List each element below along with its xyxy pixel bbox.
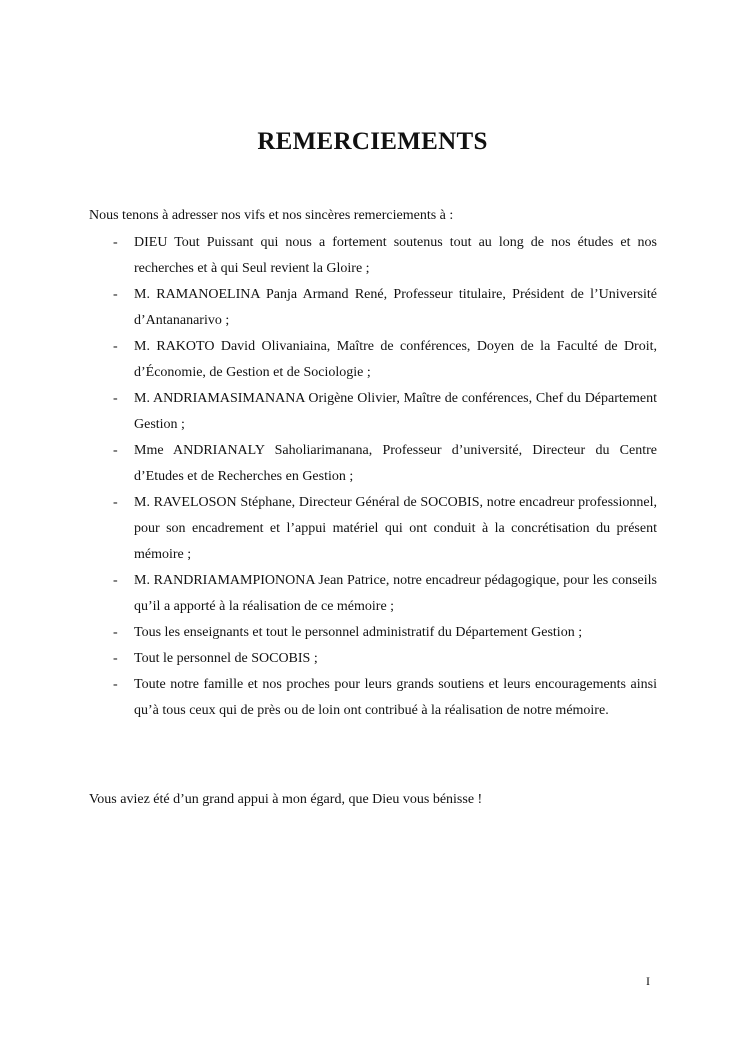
bullet-dash: - [113,391,118,406]
list-item [89,490,657,568]
list-item-text: M. RANDRIAMAMPIONONA Jean Patrice, notre encadreur pédagogique, pour les conseils qu’il a apporté à la réalisation de ce mémoire ; [134,573,657,614]
list-item [89,438,657,490]
intro-paragraph: Nous tenons à adresser nos vifs et nos sincères remerciements à : [89,208,454,223]
list-item-text: Tous les enseignants et tout le personnel administratif du Département Gestion ; [134,625,583,640]
list-item-text: M. ANDRIAMASIMANANA Origène Olivier, Maître de conférences, Chef du Département Gestion ; [134,391,657,432]
page-number: I [646,974,650,988]
list-item-text: Tout le personnel de SOCOBIS ; [134,651,318,666]
bullet-dash: - [113,235,118,250]
bullet-dash: - [113,443,118,458]
list-item-text: Toute notre famille et nos proches pour leurs grands soutiens et leurs encouragements ainsi qu’à tous ceux qui de près ou de loin ont contribué à la réalisation de notre mémoire. [134,677,657,718]
bullet-dash: - [113,573,118,588]
list-item-text: DIEU Tout Puissant qui nous a fortement soutenus tout au long de nos études et nos recherches et à qui Seul revient la Gloire ; [134,235,657,276]
bullet-dash: - [113,495,118,510]
closing-sentence: Vous aviez été d’un grand appui à mon égard, que Dieu vous bénisse ! [89,792,483,807]
list-item [89,620,657,646]
acknowledgement-list [89,230,657,724]
list-item [89,282,657,334]
list-item-text: M. RAKOTO David Olivaniaina, Maître de conférences, Doyen de la Faculté de Droit, d’Économie, de Gestion et de Sociologie ; [134,339,657,380]
bullet-dash: - [113,625,118,640]
bullet-dash: - [113,339,118,354]
list-item-text: Mme ANDRIANALY Saholiarimanana, Professeur d’université, Directeur du Centre d’Etudes et de Recherches en Gestion ; [134,443,657,484]
list-item-text: M. RAVELOSON Stéphane, Directeur Général de SOCOBIS, notre encadreur professionnel, pour son encadrement et l’appui matériel qui ont conduit à la concrétisation du présent mémoire ; [134,495,657,562]
list-item [89,672,657,724]
page-title: REMERCIEMENTS [257,128,488,155]
bullet-dash: - [113,651,118,666]
bullet-dash: - [113,677,118,692]
list-item [89,230,657,282]
bullet-dash: - [113,287,118,302]
list-item [89,568,657,620]
list-item [89,334,657,386]
list-item-text: M. RAMANOELINA Panja Armand René, Professeur titulaire, Président de l’Université d’Antananarivo ; [134,287,657,328]
list-item [89,646,657,672]
list-item [89,386,657,438]
